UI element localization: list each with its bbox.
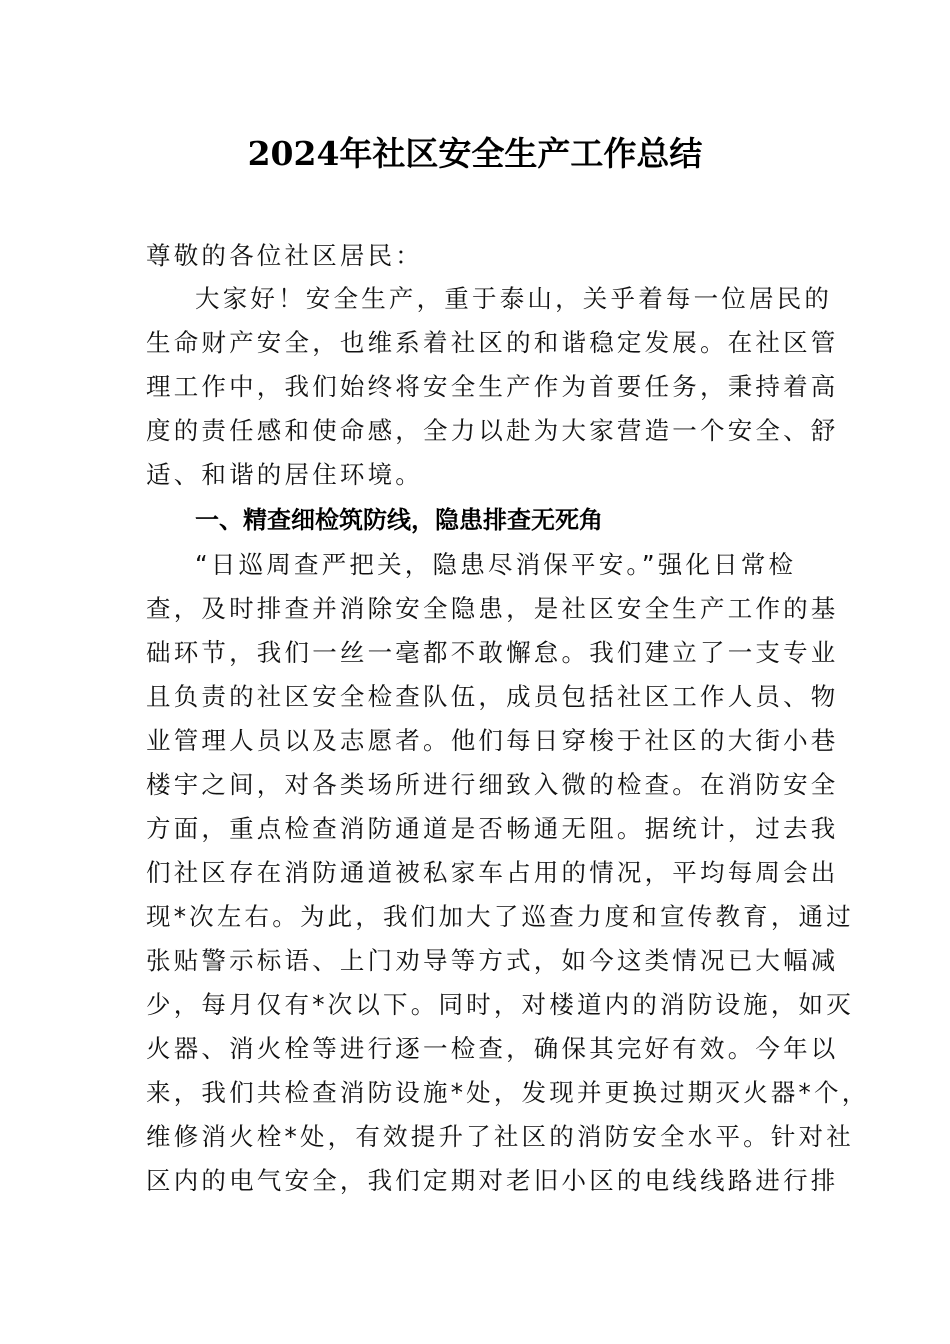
- intro-line: 度的责任感和使命感，全力以赴为大家营造一个安全、舒: [146, 416, 839, 445]
- body-line: 们社区存在消防通道被私家车占用的情况，平均每周会出: [146, 858, 839, 887]
- body-line: “日巡周查严把关，隐患尽消保平安。”强化日常检: [195, 550, 797, 579]
- body-line: 且负责的社区安全检查队伍，成员包括社区工作人员、物: [146, 682, 839, 711]
- salutation: 尊敬的各位社区居民：: [146, 241, 423, 270]
- intro-line: 适、和谐的居住环境。: [146, 460, 423, 489]
- body-line: 础环节，我们一丝一毫都不敢懈怠。我们建立了一支专业: [146, 638, 839, 667]
- intro-line: 大家好！安全生产，重于泰山，关乎着每一位居民的: [195, 284, 833, 313]
- body-line: 少，每月仅有*次以下。同时，对楼道内的消防设施，如灭: [146, 990, 854, 1019]
- body-line: 区内的电气安全，我们定期对老旧小区的电线线路进行排: [146, 1166, 839, 1195]
- body-line: 张贴警示标语、上门劝导等方式，如今这类情况已大幅减: [146, 946, 839, 975]
- body-line: 业管理人员以及志愿者。他们每日穿梭于社区的大街小巷: [146, 726, 839, 755]
- body-line: 查，及时排查并消除安全隐患，是社区安全生产工作的基: [146, 594, 839, 623]
- body-line: 维修消火栓*处，有效提升了社区的消防安全水平。针对社: [146, 1122, 854, 1151]
- document-title: 2024年社区安全生产工作总结: [247, 134, 703, 173]
- body-line: 来，我们共检查消防设施*处，发现并更换过期灭火器*个，: [146, 1078, 870, 1107]
- body-line: 楼宇之间，对各类场所进行细致入微的检查。在消防安全: [146, 770, 839, 799]
- body-line: 现*次左右。为此，我们加大了巡查力度和宣传教育，通过: [146, 902, 854, 931]
- section-heading: 一、精查细检筑防线，隐患排查无死角: [195, 506, 603, 534]
- body-line: 方面，重点检查消防通道是否畅通无阻。据统计，过去我: [146, 814, 839, 843]
- intro-line: 理工作中，我们始终将安全生产作为首要任务，秉持着高: [146, 372, 839, 401]
- intro-line: 生命财产安全，也维系着社区的和谐稳定发展。在社区管: [146, 328, 839, 357]
- body-line: 火器、消火栓等进行逐一检查，确保其完好有效。今年以: [146, 1034, 839, 1063]
